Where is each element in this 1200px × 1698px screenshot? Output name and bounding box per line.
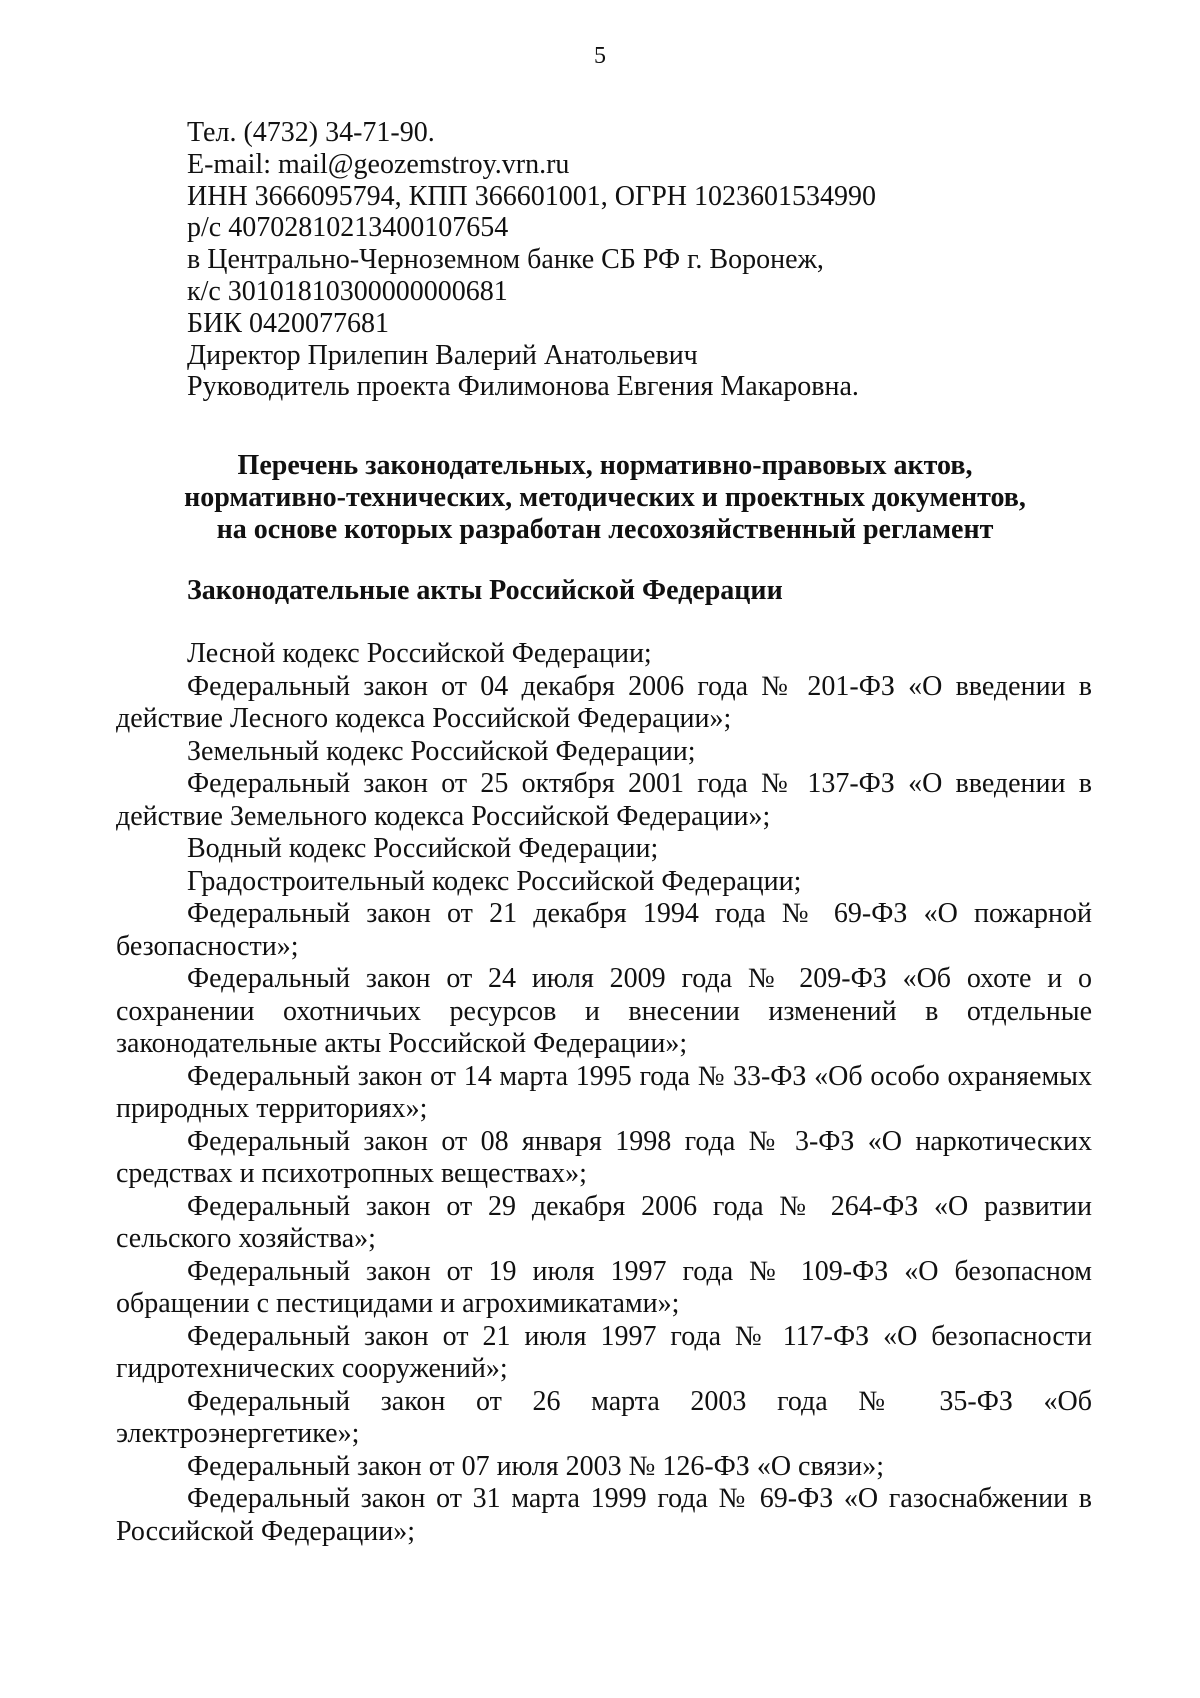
list-item: Федеральный закон от 21 июля 1997 года № 117-ФЗ «О безопасности гидротехнических сооружений»; xyxy=(116,1320,1092,1384)
list-item: Федеральный закон от 31 марта 1999 года № 69-ФЗ «О газоснабжении в Российской Федерации»; xyxy=(116,1483,1092,1547)
list-item: Федеральный закон от 29 декабря 2006 года № 264-ФЗ «О развитии сельского хозяйства»; xyxy=(116,1190,1092,1254)
list-item: Федеральный закон от 14 марта 1995 года № 33-ФЗ «Об особо охраняемых природных территориях»; xyxy=(116,1060,1092,1124)
contact-bank: в Центрально-Черноземном банке СБ РФ г. Воронеж, xyxy=(187,244,824,276)
contact-tax-ids: ИНН 3666095794, КПП 366601001, ОГРН 1023601534990 xyxy=(187,180,876,212)
heading-line: Перечень законодательных, нормативно-правовых актов, xyxy=(237,450,973,481)
contact-bik: БИК 0420077681 xyxy=(187,307,389,339)
heading-line: на основе которых разработан лесохозяйственный регламент xyxy=(216,514,994,545)
heading-line: нормативно-технических, методических и проектных документов, xyxy=(184,482,1026,513)
contact-email: E-mail: mail@geozemstroy.vrn.ru xyxy=(187,148,570,180)
list-item: Федеральный закон от 19 июля 1997 года № 109-ФЗ «О безопасном обращении с пестицидами и агрохимикатами»; xyxy=(116,1255,1092,1319)
list-item: Федеральный закон от 07 июля 2003 № 126-ФЗ «О связи»; xyxy=(187,1450,885,1482)
list-item: Федеральный закон от 25 октября 2001 года № 137-ФЗ «О введении в действие Земельного кодекса Российской Федерации»; xyxy=(116,768,1092,832)
list-item: Водный кодекс Российской Федерации; xyxy=(187,833,659,864)
list-item: Лесной кодекс Российской Федерации; xyxy=(187,638,652,669)
contact-director: Директор Прилепин Валерий Анатольевич xyxy=(187,339,698,371)
document-heading xyxy=(110,450,1100,546)
list-item: Федеральный закон от 26 марта 2003 года № 35-ФЗ «Об электроэнергетике»; xyxy=(116,1385,1092,1449)
list-item: Федеральный закон от 04 декабря 2006 года № 201-ФЗ «О введении в действие Лесного кодекса Российской Федерации»; xyxy=(116,670,1092,734)
contact-phone: Тел. (4732) 34-71-90. xyxy=(187,117,435,148)
contact-account: р/с 40702810213400107654 xyxy=(187,212,509,244)
list-item: Федеральный закон от 21 декабря 1994 года № 69-ФЗ «О пожарной безопасности»; xyxy=(116,898,1092,962)
section-title: Законодательные акты Российской Федерации xyxy=(187,575,783,606)
list-item: Земельный кодекс Российской Федерации; xyxy=(187,735,696,767)
page-number: 5 xyxy=(594,43,606,69)
list-item: Градостроительный кодекс Российской Федерации; xyxy=(187,865,802,897)
contact-corr-account: к/с 30101810300000000681 xyxy=(187,275,508,307)
contact-project-lead: Руководитель проекта Филимонова Евгения Макаровна. xyxy=(187,371,859,403)
law-list xyxy=(116,638,1092,1548)
list-item: Федеральный закон от 08 января 1998 года № 3-ФЗ «О наркотических средствах и психотропных веществах»; xyxy=(116,1125,1092,1189)
contact-block xyxy=(187,117,1107,403)
list-item: Федеральный закон от 24 июля 2009 года № 209-ФЗ «Об охоте и о сохранении охотничьих ресурсов и внесении изменений в отдельные законодательные акты Российской Федерации»; xyxy=(116,963,1092,1059)
